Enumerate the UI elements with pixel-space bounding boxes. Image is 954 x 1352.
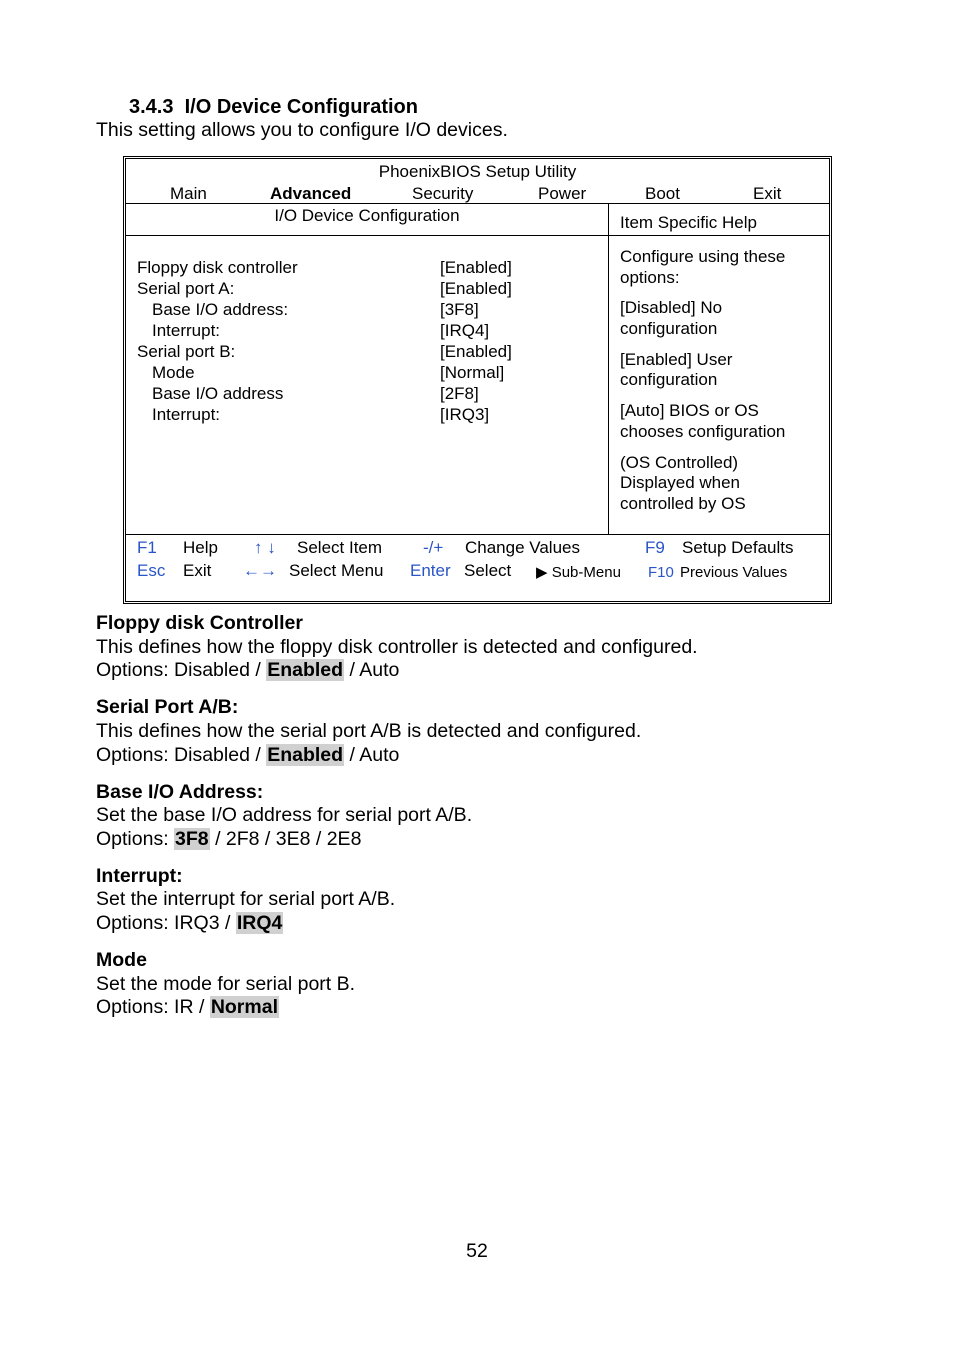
key-enter: Enter <box>410 561 451 580</box>
item-base-b-value[interactable]: [2F8] <box>440 384 479 403</box>
menu-power[interactable]: Power <box>538 184 587 203</box>
item-serial-a-value[interactable]: [Enabled] <box>440 279 512 298</box>
option-heading: Base I/O Address: <box>96 781 264 803</box>
item-base-b-label: Base I/O address <box>152 384 284 403</box>
item-serial-a-label: Serial port A: <box>137 279 235 298</box>
option-desc: Set the mode for serial port B. <box>96 973 356 995</box>
options-before: Disabled / <box>174 744 267 766</box>
menu-divider <box>126 203 829 204</box>
key-f1-label: Help <box>183 538 218 557</box>
key-esc-label: Exit <box>183 561 212 580</box>
section-number: 3.4.3 <box>129 96 174 118</box>
key-f10: F10 <box>648 564 674 581</box>
item-irq-b-value[interactable]: [IRQ3] <box>440 405 490 424</box>
options-after: / 2F8 / 3E8 / 2E8 <box>209 828 362 850</box>
help-line: controlled by OS <box>620 494 746 513</box>
menu-advanced[interactable]: Advanced <box>270 184 352 203</box>
option-heading: Floppy disk Controller <box>96 612 303 634</box>
menu-exit[interactable]: Exit <box>753 184 782 203</box>
key-f9: F9 <box>645 538 665 557</box>
help-line: configuration <box>620 319 718 338</box>
default-option: IRQ4 <box>236 912 283 934</box>
footer-divider <box>126 534 829 535</box>
key-enter-label: Select <box>464 561 512 580</box>
item-base-a-value[interactable]: [3F8] <box>440 300 479 319</box>
key-f1: F1 <box>137 538 157 557</box>
item-floppy-value[interactable]: [Enabled] <box>440 258 512 277</box>
option-heading: Interrupt: <box>96 865 183 887</box>
options-prefix: Options: <box>96 912 175 934</box>
option-heading: Serial Port A/B: <box>96 696 239 718</box>
header-divider <box>126 235 829 236</box>
option-values <box>96 659 399 683</box>
help-line: [Auto] BIOS or OS <box>620 401 759 420</box>
bios-screen <box>123 156 832 604</box>
menu-boot[interactable]: Boot <box>645 184 680 203</box>
key-f10-label: Previous Values <box>680 564 788 581</box>
panel-title: I/O Device Configuration <box>274 206 460 225</box>
default-option: Enabled <box>267 744 344 766</box>
options-after: / Auto <box>344 659 400 681</box>
options-prefix: Options: <box>96 744 175 766</box>
key-leftright-label: Select Menu <box>289 561 384 580</box>
item-irq-a-value[interactable]: [IRQ4] <box>440 321 490 340</box>
option-values <box>96 744 399 768</box>
panel-divider <box>608 203 609 534</box>
help-line: chooses configuration <box>620 422 786 441</box>
option-heading: Mode <box>96 949 147 971</box>
help-line: configuration <box>620 370 718 389</box>
key-plus-minus: -/+ <box>423 538 444 557</box>
menu-main[interactable]: Main <box>170 184 207 203</box>
option-desc: Set the base I/O address for serial port A/B. <box>96 804 473 826</box>
item-irq-b-label: Interrupt: <box>152 405 221 424</box>
options-before: Disabled / <box>174 659 267 681</box>
default-option: Normal <box>210 996 278 1018</box>
item-floppy-label: Floppy disk controller <box>137 258 298 277</box>
page-number: 52 <box>466 1240 488 1262</box>
default-option: Enabled <box>267 659 344 681</box>
option-values <box>96 912 283 936</box>
options-after: / Auto <box>344 744 400 766</box>
help-line: Displayed when <box>620 473 741 492</box>
key-updown-label: Select Item <box>297 538 383 557</box>
help-line: Configure using these <box>620 247 786 266</box>
item-irq-a-label: Interrupt: <box>152 321 221 340</box>
menu-security[interactable]: Security <box>412 184 474 203</box>
options-before: IR / <box>174 996 210 1018</box>
bios-title: PhoenixBIOS Setup Utility <box>378 162 577 181</box>
help-line: [Enabled] User <box>620 350 733 369</box>
key-esc: Esc <box>137 561 166 580</box>
option-values <box>96 828 361 852</box>
options-prefix: Options: <box>96 996 175 1018</box>
options-before: IRQ3 / <box>174 912 236 934</box>
updown-arrow-icon: ↑ ↓ <box>254 538 276 557</box>
help-title: Item Specific Help <box>620 213 757 232</box>
option-values <box>96 996 279 1020</box>
option-desc: Set the interrupt for serial port A/B. <box>96 888 396 910</box>
options-prefix: Options: <box>96 828 175 850</box>
item-serial-b-value[interactable]: [Enabled] <box>440 342 512 361</box>
option-desc: This defines how the serial port A/B is detected and configured. <box>96 720 642 742</box>
item-serial-b-label: Serial port B: <box>137 342 236 361</box>
item-mode-label: Mode <box>152 363 195 382</box>
help-line: options: <box>620 268 680 287</box>
options-prefix: Options: <box>96 659 175 681</box>
option-desc: This defines how the floppy disk controller is detected and configured. <box>96 636 698 658</box>
item-base-a-label: Base I/O address: <box>152 300 289 319</box>
key-f9-label: Setup Defaults <box>682 538 794 557</box>
key-plus-minus-label: Change Values <box>465 538 580 557</box>
help-line: [Disabled] No <box>620 298 723 317</box>
help-line: (OS Controlled) <box>620 453 739 472</box>
item-mode-value[interactable]: [Normal] <box>440 363 505 382</box>
leftright-arrow-icon: ←→ <box>243 561 277 580</box>
section-intro: This setting allows you to configure I/O devices. <box>96 119 508 141</box>
submenu-label: ▶ Sub-Menu <box>536 564 621 581</box>
section-heading <box>129 96 418 119</box>
section-title: I/O Device Configuration <box>184 96 418 118</box>
default-option: 3F8 <box>175 828 209 850</box>
